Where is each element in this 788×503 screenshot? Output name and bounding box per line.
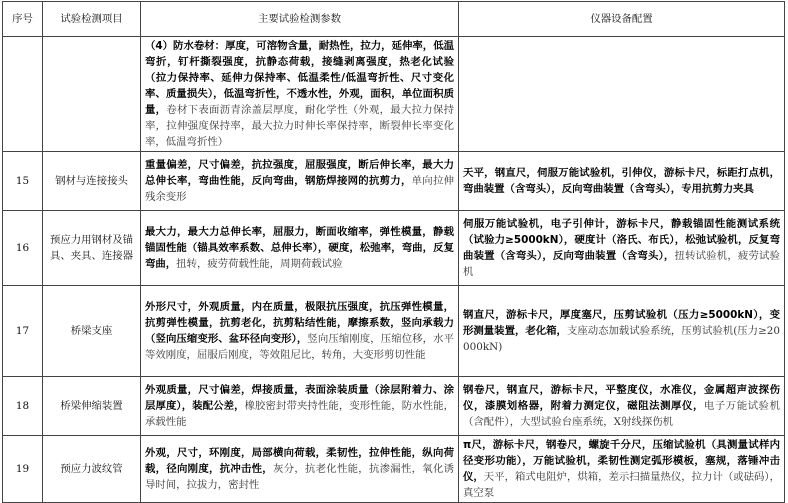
- equipment-main-text: 钢卷尺，钢直尺，游标卡尺，平整度仪，水准仪，金属超声波探伤仪，漆膜划格器，附着力测定仪，磁阻法测厚仪，: [463, 384, 780, 412]
- equipment-main-text: 伺服万能试验机，电子引伸计，游标卡尺，静载锚固性能测试系统（试验力≥5000kN），硬度计（洛氏、布氏），松弛试验机，反复弯曲装置（含弯头），反向弯曲装置（含弯头），: [463, 218, 780, 262]
- row-equipment: [459, 152, 785, 211]
- table-row: [3, 211, 785, 286]
- row-no: 16: [3, 211, 43, 286]
- params-extra-text: 橡胶密封带夹持性能，变形性能，防水性能，承载性能: [145, 400, 454, 428]
- row-no: 19: [3, 436, 43, 503]
- table-row: [3, 377, 785, 436]
- table-header-row: [3, 2, 785, 37]
- equipment-main-text: π尺，游标卡尺，钢卷尺，螺旋千分尺，压缩试验机（具测量试样内径变形功能），万能试验机，柔韧性测定弧形模板，塞规，落锤冲击仪，: [463, 439, 780, 483]
- table-row: [3, 37, 785, 152]
- row-item: 预应力波纹管: [43, 436, 141, 503]
- row-equipment: [459, 377, 785, 436]
- header-equipment: 仪器设备配置: [459, 2, 785, 37]
- equipment-extra-text: 支座动态加载试验系统，压剪试验机(压力≥20000kN): [463, 325, 780, 353]
- params-main-text: 外观，尺寸，环刚度，局部横向荷载，柔韧性，拉伸性能，纵向荷载，径向刚度，抗冲击性，: [145, 447, 454, 475]
- table-row: [3, 152, 785, 211]
- params-extra-text: 扭转，疲劳荷载性能，周期荷载试验: [176, 258, 343, 270]
- table-row: [3, 436, 785, 503]
- equipment-extra-text: 电子万能试验机（含配件），大型试验台座系统，X射线探伤机: [463, 400, 780, 428]
- test-parameter-table-wrapper: [2, 1, 785, 503]
- row-item: 预应力用钢材及锚具、夹具、连接器: [43, 211, 141, 286]
- test-parameter-table: [2, 1, 785, 503]
- equipment-extra-text: 扭转试验机，疲劳试验机: [463, 250, 780, 278]
- params-extra-text: 卷材下表面沥青涂盖层厚度，耐化学性（外观，最大拉力保持率，拉伸强度保持率，最大拉力时伸长率保持率，断裂伸长率变化率，低温弯折性）: [145, 104, 455, 148]
- equipment-main-text: 钢直尺，游标卡尺，厚度塞尺，压剪试验机（压力≥5000kN），变形测量装置，老化箱，: [463, 309, 780, 337]
- row-equipment: [459, 211, 785, 286]
- row-params: [141, 286, 459, 377]
- row-params: [141, 152, 459, 211]
- row-no: 18: [3, 377, 43, 436]
- params-main-text: 重量偏差，尺寸偏差，抗拉强度，屈服强度，断后伸长率，最大力总伸长率，弯曲性能，反向弯曲，钢筋焊接网的抗剪力，: [145, 159, 454, 187]
- row-params: [141, 436, 459, 503]
- row-item: 桥梁伸缩装置: [43, 377, 141, 436]
- row-params: [141, 37, 459, 152]
- row-no: 17: [3, 286, 43, 377]
- row-equipment: [459, 436, 785, 503]
- row-no: [3, 37, 43, 152]
- header-params: 主要试验检测参数: [141, 2, 459, 37]
- params-main-text: （4）防水卷材：厚度，可溶物含量，耐热性，拉力，延伸率，低温弯折，钉杆撕裂强度，抗静态荷载，接缝剥离强度，热老化试验（拉力保持率、延伸力保持率、低温柔性/低温弯折性、尺寸变化率、质量损失），低温弯折性，不透水性，外观，面积，单位面积质量，: [145, 40, 454, 116]
- row-params: [141, 377, 459, 436]
- equipment-extra-text: 天平，箱式电阻炉，烘箱，差示扫描量热仪，拉力计（或砝码），真空泵: [463, 471, 780, 499]
- row-item: [43, 37, 141, 152]
- params-extra-text: 单向拉伸残余变形: [145, 175, 455, 203]
- params-main-text: 外形尺寸，外观质量，内在质量，极限抗压强度，抗压弹性模量，抗剪弹性模量，抗剪老化，抗剪粘结性能，摩擦系数，竖向承载力（竖向压缩变形、盆环径向变形），: [145, 301, 454, 345]
- row-no: 15: [3, 152, 43, 211]
- row-params: [141, 211, 459, 286]
- params-main-text: 最大力，最大力总伸长率，屈服力，断面收缩率，弹性模量，静载锚固性能（锚具效率系数、总伸长率），硬度，松弛率，弯曲，反复弯曲，: [145, 226, 454, 270]
- header-item: 试验检测项目: [43, 2, 141, 37]
- params-main-text: 外观质量，尺寸偏差，焊接质量，表面涂装质量（涂层附着力、涂层厚度），装配公差，: [145, 384, 454, 412]
- params-extra-text: 竖向压缩刚度，压缩位移，水平等效刚度，屈服后刚度，等效阻尼比，转角，大变形剪切性能: [145, 333, 454, 361]
- params-extra-text: 灰分，抗老化性能，抗渗漏性，氧化诱导时间，拉拔力，密封性: [145, 463, 455, 491]
- table-row: [3, 286, 785, 377]
- equipment-main-text: 天平，钢直尺，伺服万能试验机，引伸仪，游标卡尺，标距打点机，弯曲装置（含弯头），反向弯曲装置（含弯头），专用抗剪力夹具: [463, 167, 780, 195]
- row-equipment: [459, 286, 785, 377]
- header-no: 序号: [3, 2, 43, 37]
- row-equipment: [459, 37, 785, 152]
- row-item: 桥梁支座: [43, 286, 141, 377]
- row-item: 钢材与连接接头: [43, 152, 141, 211]
